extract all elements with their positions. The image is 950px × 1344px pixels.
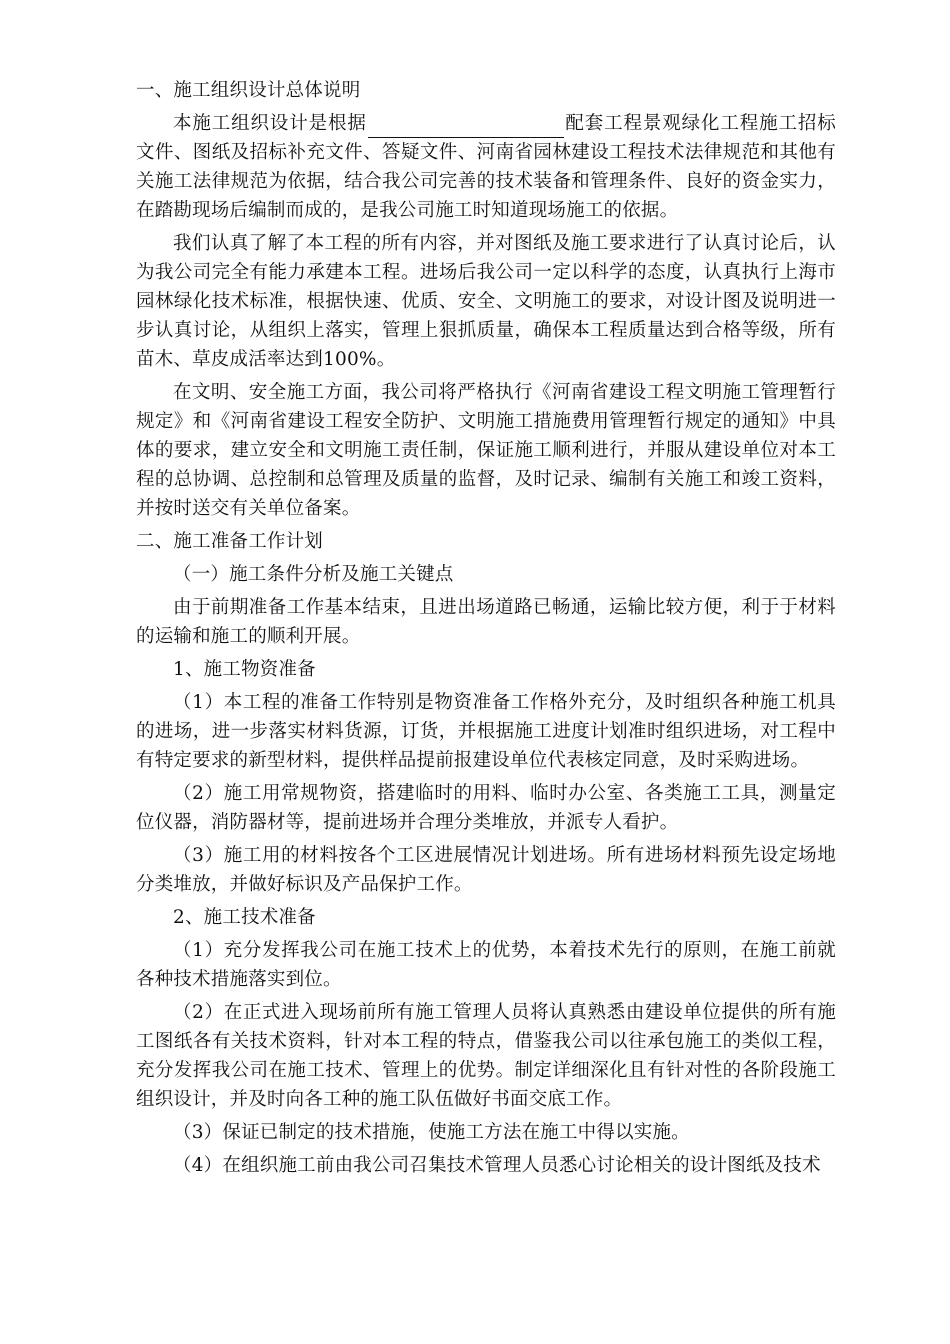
paragraph-understanding: 我们认真了解了本工程的所有内容，并对图纸及施工要求进行了认真讨论后，认为我公司完全有能力承建本工程。进场后我公司一定以科学的态度，认真执行上海市园林绿化技术标准，根据快速、优质、安全、文明施工的要求，对设计图及说明进一步认真讨论，从组织上落实，管理上狠抓质量，确保本工程质量达到合格等级，所有苗木、草皮成活率达到100%。 — [136, 233, 836, 370]
paragraph-technical-4: （4）在组织施工前由我公司召集技术管理人员悉心讨论相关的设计图纸及技术 — [173, 1155, 821, 1176]
document-body — [136, 76, 836, 1184]
paragraph-technical-2: （2）在正式进入现场前所有施工管理人员将认真熟悉由建设单位提供的所有施工图纸各有关技术资料，针对本工程的特点，借鉴我公司以往承包施工的类似工程，充分发挥我公司在施工技术、管理上的优势。制定详细深化且有针对性的各阶段施工组织设计，并及时向各工种的施工队伍做好书面交底工作。 — [136, 1002, 836, 1110]
paragraph-technical-3: （3）保证已制定的技术措施，使施工方法在施工中得以实施。 — [173, 1122, 690, 1143]
subsection-heading-conditions: （一）施工条件分析及施工关键点 — [173, 564, 454, 585]
paragraph-conditions: 由于前期准备工作基本结束，且进出场道路已畅通，运输比较方便，利于于材料的运输和施工的顺利开展。 — [136, 597, 836, 647]
section-heading-1: 一、施工组织设计总体说明 — [136, 80, 361, 101]
paragraph-basis-lead: 本施工组织设计是根据 — [173, 113, 367, 134]
item-heading-materials: 1、施工物资准备 — [173, 659, 316, 680]
paragraph-materials-3: （3）施工用的材料按各个工区进展情况计划进场。所有进场材料预先设定场地分类堆放，并做好标识及产品保护工作。 — [136, 845, 836, 895]
paragraph-basis-rest: 配套工程景观绿化工程施工招标文件、图纸及招标补充文件、答疑文件、河南省园林建设工程技术法律规范和其他有关施工法律规范为依据，结合我公司完善的技术装备和管理条件、良好的资金实力，在踏勘现场后编制而成的，是我公司施工时知道现场施工的依据。 — [136, 113, 836, 221]
section-heading-2: 二、施工准备工作计划 — [136, 531, 324, 552]
paragraph-basis — [136, 109, 836, 225]
project-name-blank — [368, 113, 564, 138]
paragraph-safety: 在文明、安全施工方面，我公司将严格执行《河南省建设工程文明施工管理暂行规定》和《河南省建设工程安全防护、文明施工措施费用管理暂行规定的通知》中具体的要求，建立安全和文明施工责任制，保证施工顺利进行，并服从建设单位对本工程的总协调、总控制和总管理及质量的监督，及时记录、编制有关施工和竣工资料，并按时送交有关单位备案。 — [136, 382, 836, 519]
paragraph-materials-1: （1）本工程的准备工作特别是物资准备工作格外充分，及时组织各种施工机具的进场，进一步落实材料货源，订货，并根据施工进度计划准时组织进场，对工程中有特定要求的新型材料，提供样品提前报建设单位代表核定同意，及时采购进场。 — [136, 692, 836, 771]
item-heading-technical: 2、施工技术准备 — [173, 907, 316, 928]
paragraph-technical-1: （1）充分发挥我公司在施工技术上的优势，本着技术先行的原则，在施工前就各种技术措施落实到位。 — [136, 940, 836, 990]
paragraph-materials-2: （2）施工用常规物资，搭建临时的用料、临时办公室、各类施工工具，测量定位仪器，消防器材等，提前进场并合理分类堆放，并派专人看护。 — [136, 783, 836, 833]
